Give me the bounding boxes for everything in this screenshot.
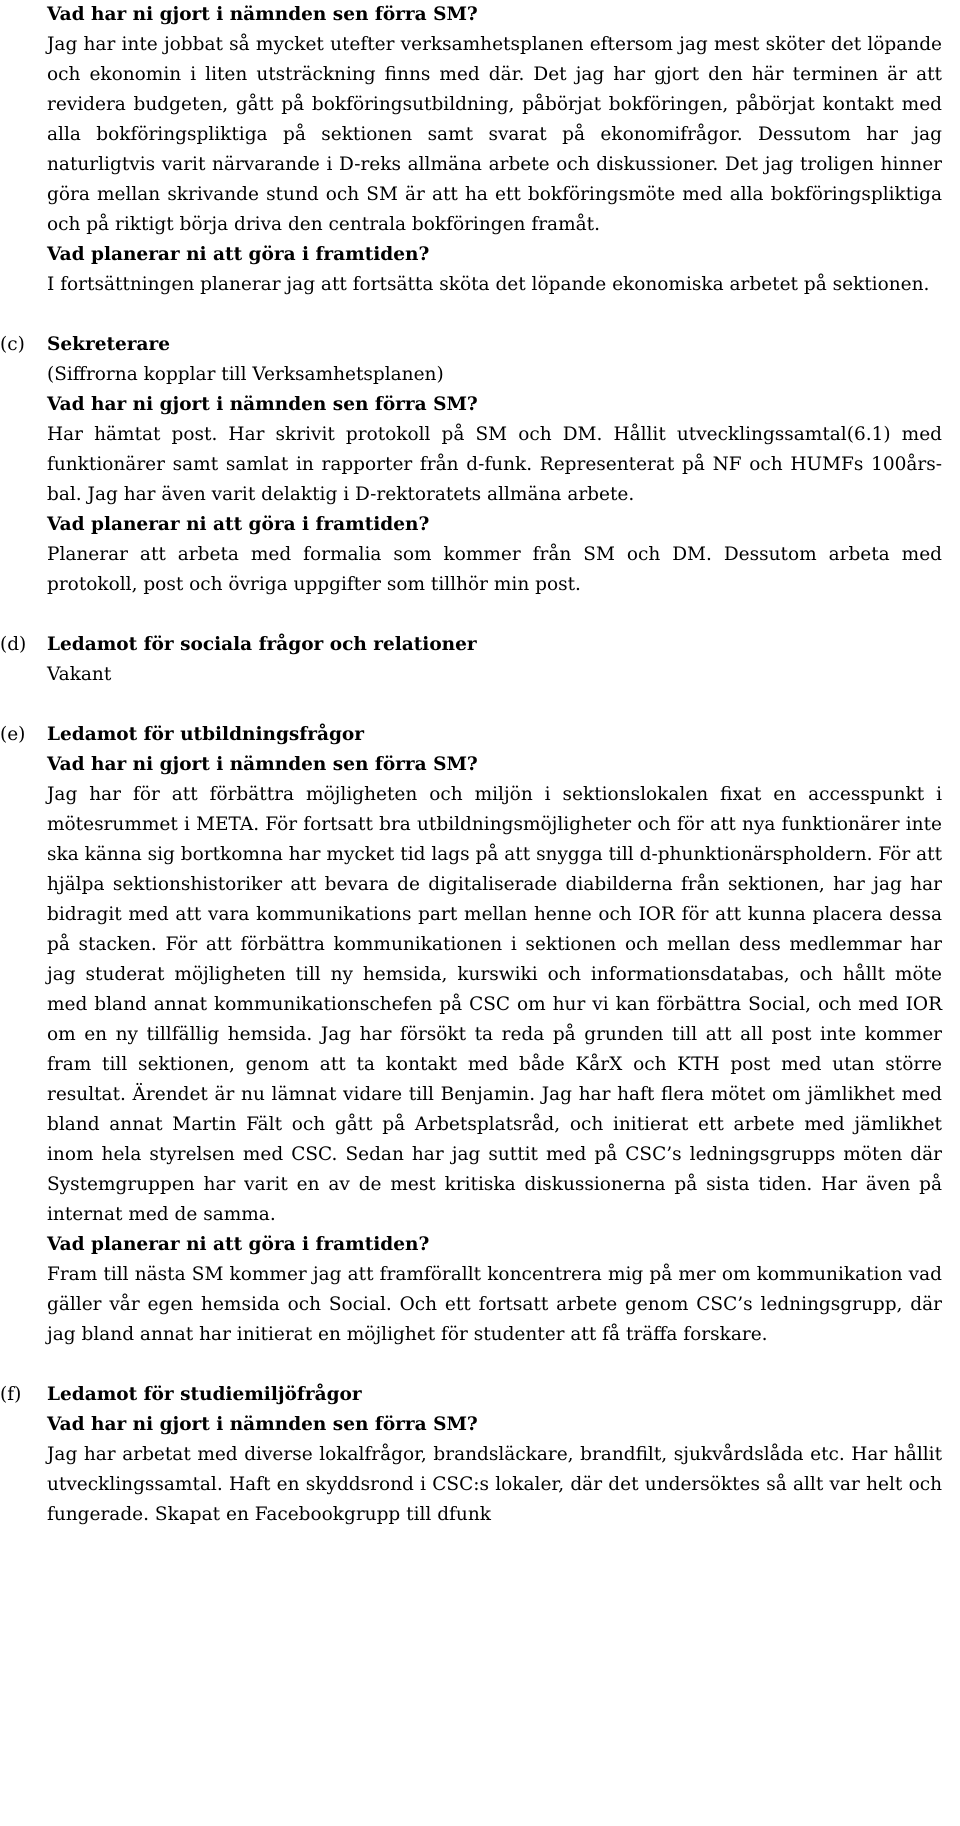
question-done-since-last-sm: Vad har ni gjort i nämnden sen förra SM? bbox=[47, 1414, 478, 1435]
item-heading: Ledamot för utbildningsfrågor bbox=[47, 724, 365, 745]
item-heading: Ledamot för sociala frågor och relationer bbox=[47, 634, 477, 655]
answer-text: Har hämtat post. Har skrivit protokoll på SM och DM. Hållit utvecklingssamtal(6.1) med funktionärer samt samlat in rapporter från d-funk. Representerat på NF och HUMFs 100års-bal. Jag har även varit delaktig i D-rektoratets allmäna arbete. bbox=[47, 424, 942, 505]
item-education bbox=[0, 720, 960, 1350]
item-social-relations bbox=[0, 630, 960, 690]
question-done-since-last-sm: Vad har ni gjort i nämnden sen förra SM? bbox=[47, 754, 478, 775]
item-label: (d) bbox=[0, 634, 27, 655]
question-done-since-last-sm: Vad har ni gjort i nämnden sen förra SM? bbox=[47, 394, 478, 415]
item-secretary bbox=[0, 330, 960, 600]
question-future-plans: Vad planerar ni att göra i framtiden? bbox=[47, 514, 430, 535]
item-heading: Sekreterare bbox=[47, 334, 171, 355]
question-future-plans: Vad planerar ni att göra i framtiden? bbox=[47, 244, 430, 265]
answer-text: Jag har arbetat med diverse lokalfrågor, brandsläckare, brandfilt, sjukvårdslåda etc. Har hållit utvecklingssamtal. Haft en skyddsrond i CSC:s lokaler, där det undersöktes så allt var helt och fungerade. Skapat en Facebookgrupp till dfunk bbox=[47, 1444, 942, 1525]
item-label: (f) bbox=[0, 1384, 22, 1405]
answer-text: Jag har för att förbättra möjligheten och miljön i sektionslokalen fixat en accesspunkt i mötesrummet i META. För fortsatt bra utbildningsmöjligheter och för att nya funktionärer inte ska känna sig bortkomna har mycket tid lags på att snygga till d-phunktionärspholdern. För att hjälpa sektionshistoriker att bevara de digitaliserade diabilderna från sektionen, har jag har bidragit med att vara kommunikations part mellan henne och IOR för att kunna placera dessa på stacken. För att förbättra kommunikationen i sektionen och mellan dess medlemmar har jag studerat möjligheten till ny hemsida, kurswiki och informationsdatabas, och hållt möte med bland annat kommunikationschefen på CSC om hur vi kan förbättra Social, och med IOR om en ny tillfällig hemsida. Jag har försökt ta reda på grunden till att all post inte kommer fram till sektionen, genom att ta kontakt med både KårX och KTH post med utan större resultat. Ärendet är nu lämnat vidare till Benjamin. Jag har haft flera mötet om jämlikhet med bland annat Martin Fält och gått på Arbetsplatsråd, och initierat ett arbete med jämlikhet inom hela styrelsen med CSC. Sedan har jag suttit med på CSC’s ledningsgrupps möten där Systemgruppen har varit en av de mest kritiska diskussionerna på sista tiden. Har även på internat med de samma. bbox=[47, 784, 942, 1225]
answer-text: Planerar att arbeta med formalia som kommer från SM och DM. Dessutom arbeta med protokoll, post och övriga uppgifter som tillhör min post. bbox=[47, 544, 942, 595]
answer-text: Fram till nästa SM kommer jag att framförallt koncentrera mig på mer om kommunikation vad gäller vår egen hemsida och Social. Och ett fortsatt arbete genom CSC’s ledningsgrupp, där jag bland annat har initierat en möjlighet för studenter att få träffa forskare. bbox=[47, 1264, 942, 1345]
item-label: (c) bbox=[0, 334, 25, 355]
question-future-plans: Vad planerar ni att göra i framtiden? bbox=[47, 1234, 430, 1255]
item-study-environment bbox=[0, 1380, 960, 1530]
item-heading: Ledamot för studiemiljöfrågor bbox=[47, 1384, 362, 1405]
item-status: Vakant bbox=[47, 664, 112, 685]
treasurer-section-continued bbox=[0, 0, 960, 300]
item-note: (Siffrorna kopplar till Verksamhetsplanen) bbox=[47, 364, 444, 385]
item-label: (e) bbox=[0, 724, 26, 745]
answer-text: Jag har inte jobbat så mycket utefter verksamhetsplanen eftersom jag mest sköter det löpande och ekonomin i liten utsträckning finns med där. Det jag har gjort den här terminen är att revidera budgeten, gått på bokföringsutbildning, påbörjat bokföringen, påbörjat kontakt med alla bokföringspliktiga på sektionen samt svarat på ekonomifrågor. Dessutom har jag naturligtvis varit närvarande i D-reks allmäna arbete och diskussioner. Det jag troligen hinner göra mellan skrivande stund och SM är att ha ett bokföringsmöte med alla bokföringspliktiga och på riktigt börja driva den centrala bokföringen framåt. bbox=[47, 34, 942, 235]
question-done-since-last-sm: Vad har ni gjort i nämnden sen förra SM? bbox=[47, 4, 478, 25]
answer-text: I fortsättningen planerar jag att fortsätta sköta det löpande ekonomiska arbetet på sektionen. bbox=[47, 274, 930, 295]
